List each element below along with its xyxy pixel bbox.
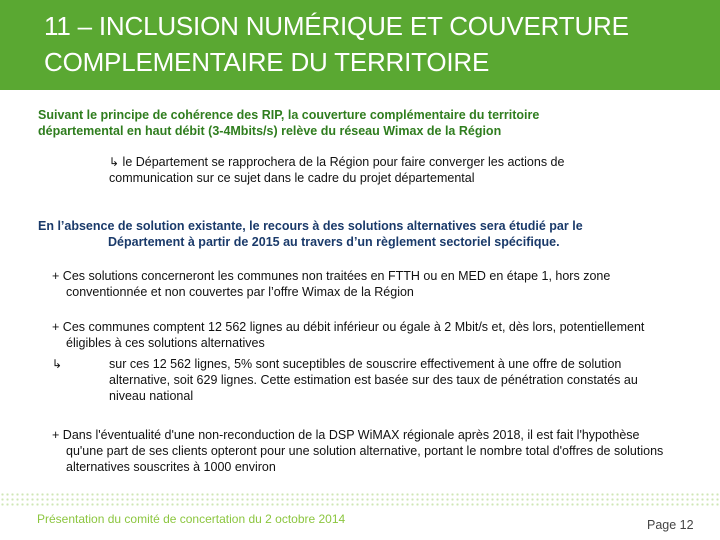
bullet-item (52, 268, 676, 300)
arrow-note-1-text: le Département se rapprochera de la Région pour faire converger les actions de communication sur ce sujet dans le cadre du projet départemental (109, 155, 565, 185)
bullet-text: Dans l'éventualité d'une non-reconduction de la DSP WiMAX régionale après 2018, il est fait l'hypothèse qu'une part de ses clients opteront pour une solution alternative, portant le nombre total d'offres de solutions alternatives souscrites à 1000 environ (62, 428, 664, 474)
bullet-item (52, 427, 676, 475)
title-banner (0, 0, 720, 90)
bullet-item (52, 319, 676, 351)
title-line-2: COMPLEMENTAIRE DU TERRITOIRE (44, 47, 490, 77)
dotted-divider (0, 492, 720, 506)
plus-bullet-icon: + (52, 428, 60, 442)
section-heading-line-2: Département à partir de 2015 au travers d’un règlement sectoriel spécifique. (108, 235, 560, 249)
page-number: Page 12 (647, 518, 694, 532)
plus-bullet-icon: + (52, 320, 60, 334)
section-heading-line-1: En l’absence de solution existante, le recours à des solutions alternatives sera étudié par le (38, 219, 583, 233)
footer-text: Présentation du comité de concertation du 2 octobre 2014 (37, 512, 346, 526)
plus-bullet-icon: + (52, 269, 60, 283)
title-line-1: 11 – INCLUSION NUMÉRIQUE ET COUVERTURE (44, 11, 629, 41)
intro-paragraph: Suivant le principe de cohérence des RIP, la couverture complémentaire du territoire départemental en haut débit (3-4Mbits/s) relève du réseau Wimax de la Région (38, 108, 540, 138)
arrow-note-2: sur ces 12 562 lignes, 5% sont suceptibles de souscrire effectivement à une offre de solution alternative, soit 629 lignes. Cette estimation est basée sur des taux de pénétration constatés au niveau national (109, 357, 638, 403)
arrow-note-1 (109, 154, 629, 186)
bullet-text: Ces solutions concerneront les communes non traitées en FTTH ou en MED en étape 1, hors zone conventionnée et non couvertes par l’offre Wimax de la Région (62, 269, 611, 299)
slide-title (44, 8, 629, 80)
bullet-text: Ces communes comptent 12 562 lignes au débit inférieur ou égale à 2 Mbit/s et, dès lors, potentiellement éligibles à ces solutions alternatives (62, 320, 645, 350)
arrow-bullet-icon: ↳ (52, 357, 63, 371)
section-heading (38, 218, 678, 250)
arrow-bullet-icon: ↳ (109, 155, 120, 169)
